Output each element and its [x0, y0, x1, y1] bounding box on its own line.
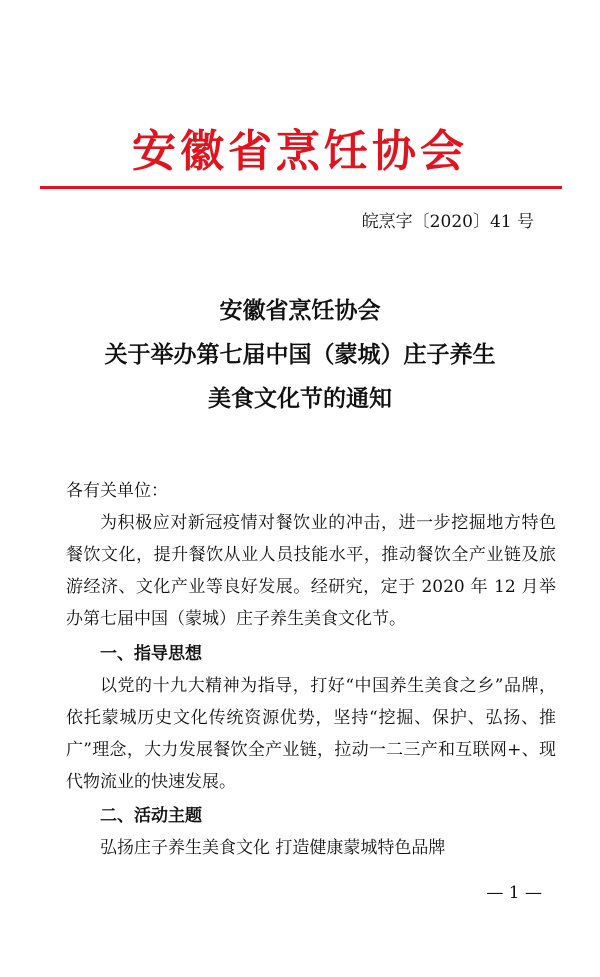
section-2-paragraph: 弘扬庄子养生美食文化 打造健康蒙城特色品牌 [100, 838, 446, 858]
org-header: 安徽省烹饪协会 [132, 126, 468, 177]
document-number: 皖烹字〔2020〕41 号 [361, 212, 534, 232]
section-1-paragraph: 以党的十九大精神为指导，打好“中国养生美食之乡”品牌，依托蒙城历史文化传统资源优势，坚持“挖掘、保护、弘扬、推广”理念，大力发展餐饮全产业链，拉动一二三产和互联网+、现代物流业的快速发展。 [66, 676, 556, 792]
intro-paragraph: 为积极应对新冠疫情对餐饮业的冲击，进一步挖掘地方特色餐饮文化，提升餐饮从业人员技能水平，推动餐饮全产业链及旅游经济、文化产业等良好发展。经研究，定于 2020 年 12 月举办第七届中国（蒙城）庄子养生美食文化节。 [66, 513, 556, 629]
title-line-3: 美食文化节的通知 [208, 385, 392, 412]
section-1-heading: 一、指导思想 [100, 644, 202, 664]
title-line-2: 关于举办第七届中国（蒙城）庄子养生 [104, 341, 496, 368]
document-title [0, 289, 600, 421]
salutation: 各有关单位： [66, 481, 168, 501]
page-number: — 1 — [486, 883, 542, 903]
title-line-1: 安徽省烹饪协会 [219, 297, 381, 324]
section-2-heading: 二、活动主题 [100, 806, 202, 826]
red-divider [40, 186, 562, 189]
